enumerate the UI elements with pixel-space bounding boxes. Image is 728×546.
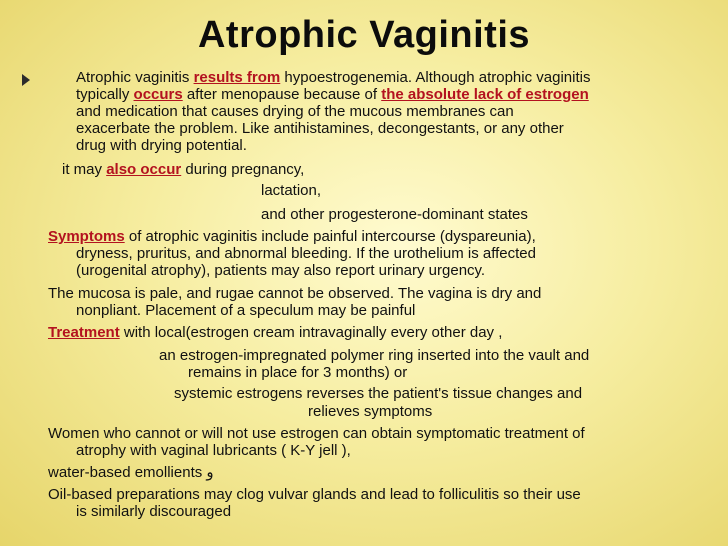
para1-line5: drug with drying potential. bbox=[76, 137, 247, 154]
para5-line1 bbox=[48, 325, 502, 341]
para5-line2: an estrogen-impregnated polymer ring inserted into the vault and bbox=[159, 347, 590, 364]
para2-line2: lactation, bbox=[261, 182, 322, 199]
text: Atrophic vaginitis bbox=[76, 69, 194, 86]
highlight-also-occur: also occur bbox=[106, 161, 182, 178]
slide-title: Atrophic Vaginitis bbox=[197, 14, 531, 56]
text: it may bbox=[62, 161, 107, 178]
para6-line2: atrophy with vaginal lubricants ( K-Y jell ), bbox=[76, 442, 351, 459]
para7-line1: water-based emollients و bbox=[48, 464, 214, 481]
para1-line4: exacerbate the problem. Like antihistamines, decongestants, or any other bbox=[76, 120, 564, 137]
bullet-icon bbox=[22, 74, 30, 86]
para3-line2: dryness, pruritus, and abnormal bleeding. If the urothelium is affected bbox=[76, 245, 536, 262]
highlight-results-from: results from bbox=[193, 69, 281, 86]
highlight-occurs: occurs bbox=[133, 86, 183, 103]
para5-line5: relieves symptoms bbox=[308, 403, 433, 420]
text: hypoestrogenemia. Although atrophic vaginitis bbox=[280, 69, 591, 86]
para2-line1 bbox=[62, 162, 304, 178]
highlight-symptoms: Symptoms bbox=[48, 228, 125, 245]
para1-line1 bbox=[76, 70, 590, 86]
para8-line1: Oil-based preparations may clog vulvar glands and lead to folliculitis so their use bbox=[48, 486, 581, 503]
text: during pregnancy, bbox=[181, 161, 305, 178]
para1-line2 bbox=[76, 87, 589, 103]
para4-line1: The mucosa is pale, and rugae cannot be observed. The vagina is dry and bbox=[48, 285, 542, 302]
text: typically bbox=[76, 86, 134, 103]
text: after menopause because of bbox=[182, 86, 382, 103]
text: with local(estrogen cream intravaginally every other day , bbox=[119, 324, 503, 341]
para5-line3: remains in place for 3 months) or bbox=[188, 364, 408, 381]
para6-line1: Women who cannot or will not use estrogen can obtain symptomatic treatment of bbox=[48, 425, 585, 442]
para3-line1 bbox=[48, 229, 536, 245]
highlight-treatment: Treatment bbox=[48, 324, 120, 341]
para3-line3: (urogenital atrophy), patients may also report urinary urgency. bbox=[76, 262, 486, 279]
para4-line2: nonpliant. Placement of a speculum may be painful bbox=[76, 302, 416, 319]
para2-line3: and other progesterone-dominant states bbox=[261, 206, 528, 223]
text: of atrophic vaginitis include painful intercourse (dyspareunia), bbox=[124, 228, 536, 245]
para8-line2: is similarly discouraged bbox=[76, 503, 232, 520]
para1-line3: and medication that causes drying of the mucous membranes can bbox=[76, 103, 514, 120]
highlight-lack-of-estrogen: the absolute lack of estrogen bbox=[381, 86, 589, 103]
para5-line4: systemic estrogens reverses the patient's tissue changes and bbox=[174, 385, 583, 402]
